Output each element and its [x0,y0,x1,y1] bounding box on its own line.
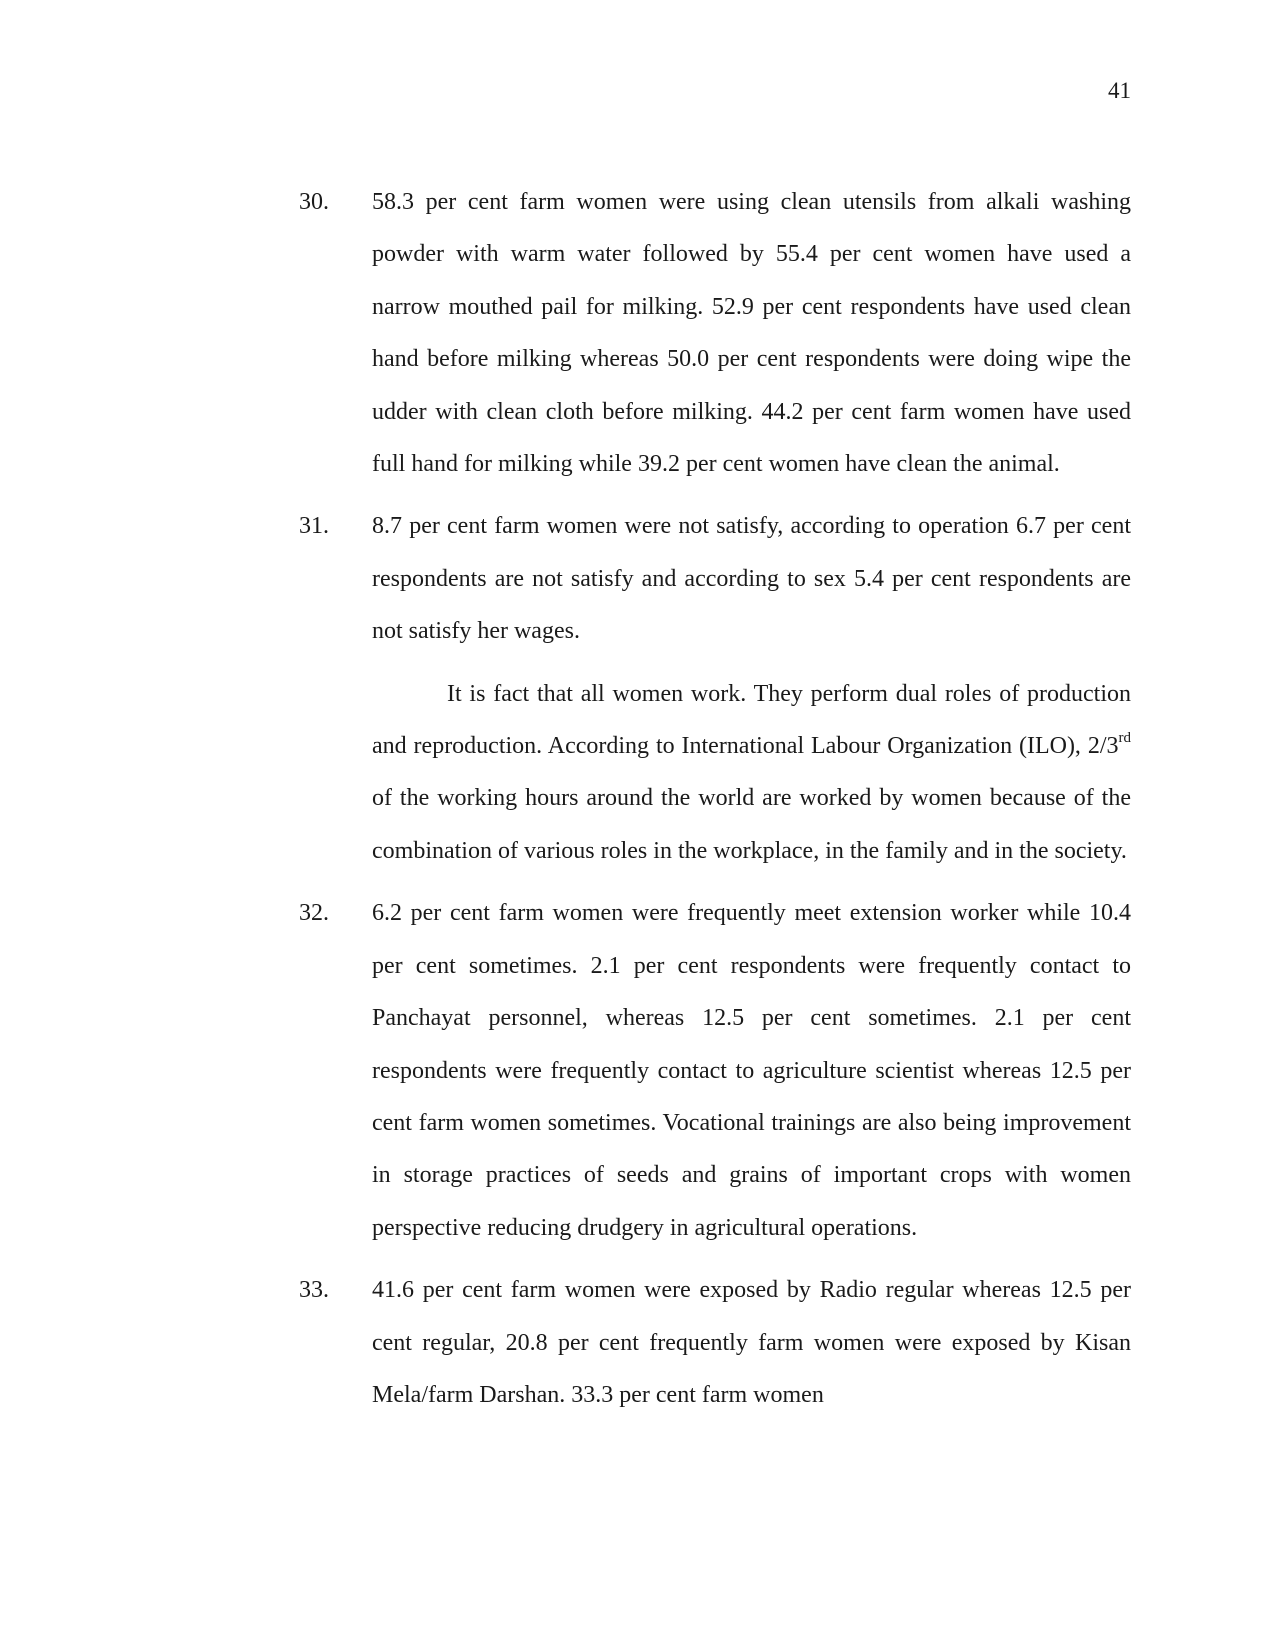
item-text: 6.2 per cent farm women were frequently meet extension worker while 10.4 per cent sometimes. 2.1 per cent respondents were frequently contact to Panchayat personnel, whereas 12.5 per cent sometimes. 2.1 per cent respondents were frequently contact to agriculture scientist whereas 12.5 per cent farm women sometimes. Vocational trainings are also being improvement in storage practices of seeds and grains of important crops with women perspective reducing drudgery in agricultural operations. [372,900,1131,1241]
list-item [299,1264,1131,1421]
item-number: 33. [299,1277,329,1304]
list-item [299,500,1131,657]
item-number: 30. [299,189,329,215]
paragraph-text-part: of the working hours around the world are worked by women because of the combination of various roles in the workplace, in the family and in the society. [372,785,1131,864]
item-text: 8.7 per cent farm women were not satisfy, according to operation 6.7 per cent respondents are not satisfy and according to sex 5.4 per cent respondents are not satisfy her wages. [372,513,1131,645]
body-paragraph [299,668,1131,878]
list-item [299,176,1131,490]
item-text: 58.3 per cent farm women were using clean utensils from alkali washing powder with warm water followed by 55.4 per cent women have used a narrow mouthed pail for milking. 52.9 per cent respondents have used clean hand before milking whereas 50.0 per cent respondents were doing wipe the udder with clean cloth before milking. 44.2 per cent farm women have used full hand for milking while 39.2 per cent women have clean the animal. [372,189,1131,478]
paragraph-text [372,668,1131,878]
superscript: rd [1118,730,1131,747]
item-number: 31. [299,513,329,540]
paragraph-text-part: It is fact that all women work. They perform dual roles of production and reproduction. According to International Labour Organization (ILO), 2/3 [372,680,1131,760]
item-number: 32. [299,900,329,927]
document-body [299,176,1131,1431]
page-number: 41 [1108,78,1131,103]
item-text: 41.6 per cent farm women were exposed by Radio regular whereas 12.5 per cent regular, 20.8 per cent frequently farm women were exposed by Kisan Mela/farm Darshan. 33.3 per cent farm women [372,1277,1131,1408]
list-item [299,887,1131,1254]
